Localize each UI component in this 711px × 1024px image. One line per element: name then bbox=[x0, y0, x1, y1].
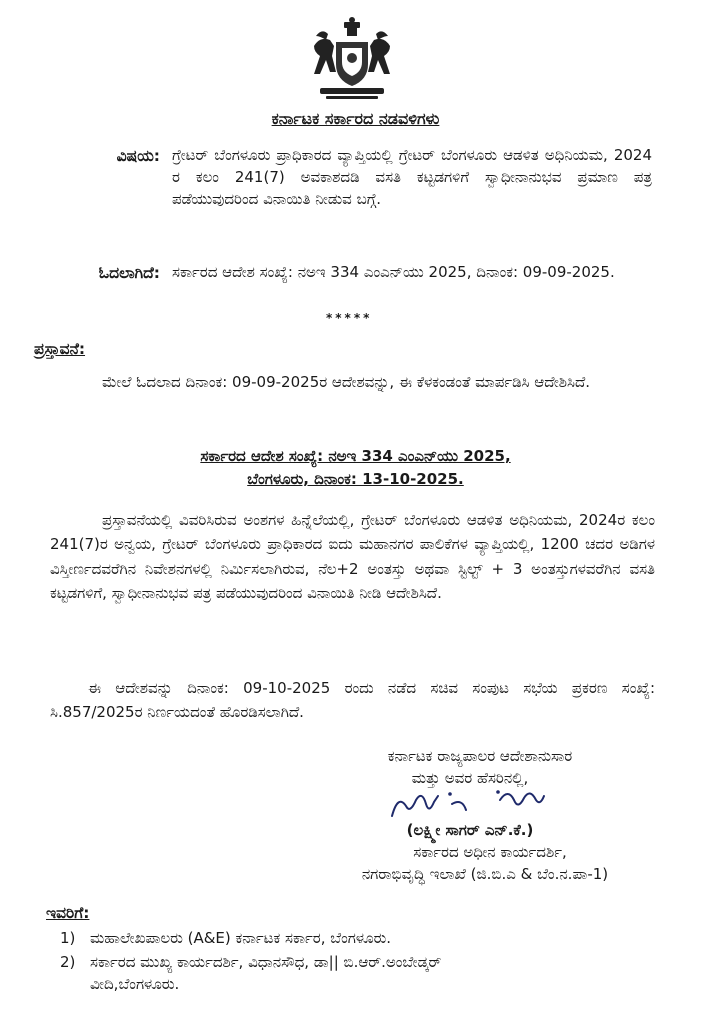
reference-text: ಸರ್ಕಾರದ ಆದೇಶ ಸಂಖ್ಯೆ: ನಅಇ 334 ಎಂಎನ್‌ಯು 2025, ದಿನಾಂಕ: 09-09-2025. bbox=[172, 263, 615, 281]
signature-authority-line1: ಕರ್ನಾಟಕ ರಾಜ್ಯಪಾಲರ ಆದೇಶಾನುಸಾರ bbox=[387, 747, 573, 765]
karnataka-emblem-icon bbox=[306, 16, 398, 104]
subject-text: ಗ್ರೇಟರ್ ಬೆಂಗಳೂರು ಪ್ರಾಧಿಕಾರದ ವ್ಯಾಪ್ತಿಯಲ್ಲಿ ಗ್ರೇಟರ್ ಬೆಂಗಳೂರು ಆಡಳಿತ ಅಧಿನಿಯಮ, 2024 ರ ಕಲಂ 241(7) ಅವಕಾಶದಡಿ ವಸತಿ ಕಟ್ಟಡಗಳಿಗೆ ಸ್ವಾಧೀನಾನುಭವ ಪ್ರಮಾಣ ಪತ್ರ ಪಡೆಯುವುದರಿಂದ ವಿನಾಯಿತಿ ನೀಡುವ ಬಗ್ಗೆ. bbox=[172, 146, 652, 208]
recipients-heading: ಇವರಿಗೆ: bbox=[46, 904, 90, 922]
reference-label: ಓದಲಾಗಿದೆ: bbox=[98, 264, 160, 282]
list-item-text-line1: ಸರ್ಕಾರದ ಮುಖ್ಯ ಕಾರ್ಯದರ್ಶಿ, ವಿಧಾನಸೌಧ, ಡಾ|| ಬಿ.ಆರ್.ಅಂಬೇಡ್ಕರ್ bbox=[90, 953, 442, 971]
separator-stars: ***** bbox=[326, 311, 373, 325]
order-title-line1: ಸರ್ಕಾರದ ಆದೇಶ ಸಂಖ್ಯೆ: ನಅಇ 334 ಎಂಎನ್‌ಯು 2025, bbox=[200, 447, 511, 465]
list-item-text: ಮಹಾಲೇಖಪಾಲರು (A&E) ಕರ್ನಾಟಕ ಸರ್ಕಾರ, ಬೆಂಗಳೂರು. bbox=[90, 929, 392, 947]
signatory-department: ನಗರಾಭಿವೃದ್ಧಿ ಇಲಾಖೆ (ಜಿ.ಬಿ.ಎ & ಬೆಂ.ನ.ಪಾ-1) bbox=[361, 865, 609, 883]
signature-authority-line2: ಮತ್ತು ಅವರ ಹೆಸರಿನಲ್ಲಿ, bbox=[411, 769, 529, 787]
order-paragraph-1: ಪ್ರಸ್ತಾವನೆಯಲ್ಲಿ ವಿವರಿಸಿರುವ ಅಂಶಗಳ ಹಿನ್ನೆಲೆಯಲ್ಲಿ, ಗ್ರೇಟರ್ ಬೆಂಗಳೂರು ಆಡಳಿತ ಅಧಿನಿಯಮ, 2024ರ ಕಲಂ 241(7)ರ ಅನ್ವಯ, ಗ್ರೇಟರ್ ಬೆಂಗಳೂರು ಪ್ರಾಧಿಕಾರದ ಐದು ಮಹಾನಗರ ಪಾಲಿಕೆಗಳ ವ್ಯಾಪ್ತಿಯಲ್ಲಿ, 1200 ಚದರ ಅಡಿಗಳ ವಿಸ್ತೀರ್ಣದವರೆಗಿನ ನಿವೇಶನಗಳಲ್ಲಿ ನಿರ್ಮಿಸಲಾಗಿರುವ, ನೆಲ+2 ಅಂತಸ್ತು ಅಥವಾ ಸ್ಟಿಲ್ಟ್ + 3 ಅಂತಸ್ತುಗಳವರೆಗಿನ ವಸತಿ ಕಟ್ಟಡಗಳಿಗೆ, ಸ್ವಾಧೀನಾನುಭವ ಪತ್ರ ಪಡೆಯುವುದರಿಂದ ವಿನಾಯಿತಿ ನೀಡಿ ಆದೇಶಿಸಿದೆ. bbox=[50, 511, 655, 602]
preamble-text: ಮೇಲೆ ಓದಲಾದ ದಿನಾಂಕ: 09-09-2025ರ ಆದೇಶವನ್ನು, ಈ ಕೆಳಕಂಡಂತೆ ಮಾರ್ಪಡಿಸಿ ಆದೇಶಿಸಿದೆ. bbox=[102, 373, 591, 391]
document-heading: ಕರ್ನಾಟಕ ಸರ್ಕಾರದ ನಡವಳಿಗಳು bbox=[271, 109, 440, 128]
list-item bbox=[60, 928, 660, 950]
list-item-number: 2) bbox=[60, 953, 76, 971]
list-item-number: 1) bbox=[60, 929, 76, 947]
list-item bbox=[60, 952, 660, 996]
signatory-designation: ಸರ್ಕಾರದ ಅಧೀನ ಕಾರ್ಯದರ್ಶಿ, bbox=[413, 843, 567, 861]
subject-label: ವಿಷಯ: bbox=[116, 147, 160, 165]
signatory-name: (ಲಕ್ಷ್ಮೀ ಸಾಗರ್ ಎನ್.ಕೆ.) bbox=[406, 821, 534, 839]
order-paragraph-2: ಈ ಆದೇಶವನ್ನು ದಿನಾಂಕ: 09-10-2025 ರಂದು ನಡೆದ ಸಚಿವ ಸಂಪುಟ ಸಭೆಯ ಪ್ರಕರಣ ಸಂಖ್ಯೆ: ಸಿ.857/2025ರ ನಿರ್ಣಯದಂತೆ ಹೊರಡಿಸಲಾಗಿದೆ. bbox=[50, 679, 655, 722]
list-item-text-line2: ವೀದಿ,ಬೆಂಗಳೂರು. bbox=[90, 975, 180, 993]
preamble-heading: ಪ್ರಸ್ತಾವನೆ: bbox=[34, 340, 86, 358]
order-title-line2: ಬೆಂಗಳೂರು, ದಿನಾಂಕ: 13-10-2025. bbox=[247, 470, 464, 488]
